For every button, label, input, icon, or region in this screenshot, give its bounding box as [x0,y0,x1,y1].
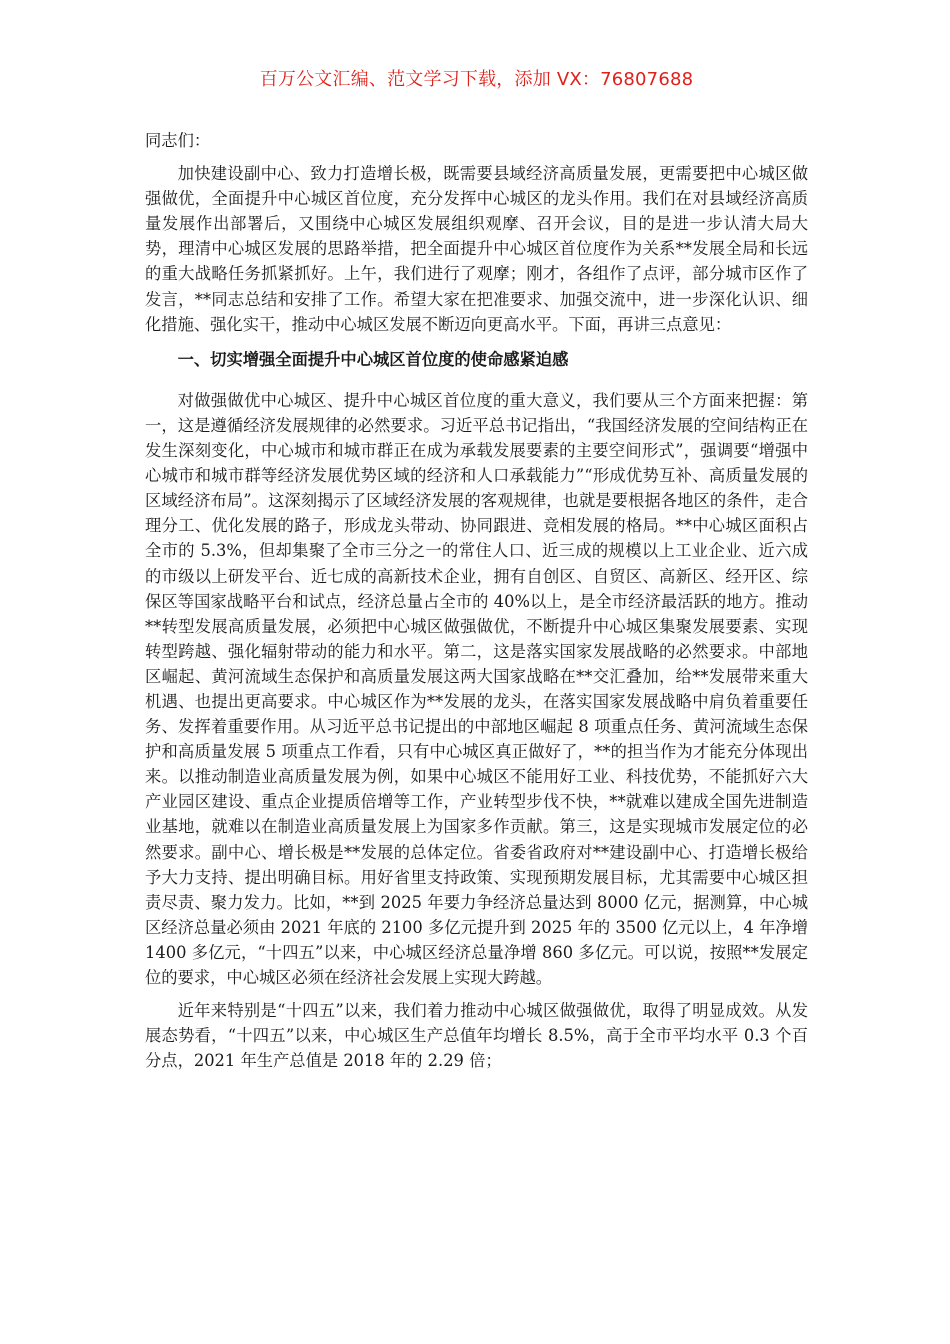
paragraph-intro: 加快建设副中心、致力打造增长极，既需要县域经济高质量发展，更需要把中心城区做强做优，全面提升中心城区首位度，充分发挥中心城区的龙头作用。我们在对县域经济高质量发展作出部署后，又围绕中心城区发展组织观摩、召开会议，目的是进一步认清大局大势，理清中心城区发展的思路举措，把全面提升中心城区首位度作为关系**发展全局和长远的重大战略任务抓紧抓好。上午，我们进行了观摩；刚才，各组作了点评，部分城市区作了发言，**同志总结和安排了工作。希望大家在把准要求、加强交流中，进一步深化认识、细化措施、强化实干，推动中心城区发展不断迈向更高水平。下面，再讲三点意见： [145,164,808,334]
paragraph-achievements: 近年来特别是“十四五”以来，我们着力推动中心城区做强做优，取得了明显成效。从发展态势看，“十四五”以来，中心城区生产总值年均增长 8.5%，高于全市平均水平 0.3 个百分点，2021 年生产总值是 2018 年的 2.29 倍； [145,1001,808,1071]
paragraph-significance: 对做强做优中心城区、提升中心城区首位度的重大意义，我们要从三个方面来把握：第一，这是遵循经济发展规律的必然要求。习近平总书记指出，“我国经济发展的空间结构正在发生深刻变化，中心城市和城市群正在成为承载发展要素的主要空间形式”，强调要“增强中心城市和城市群等经济发展优势区域的经济和人口承载能力”“形成优势互补、高质量发展的区域经济布局”。这深刻揭示了区域经济发展的客观规律，也就是要根据各地区的条件，走合理分工、优化发展的路子，形成龙头带动、协同跟进、竞相发展的格局。**中心城区面积占全市的 5.3%，但却集聚了全市三分之一的常住人口、近三成的规模以上工业企业、近六成的市级以上研发平台、近七成的高新技术企业，拥有自创区、自贸区、高新区、经开区、综保区等国家战略平台和试点，经济总量占全市的 40%以上，是全市经济最活跃的地方。推动**转型发展高质量发展，必须把中心城区做强做优，不断提升中心城区集聚发展要素、实现转型跨越、强化辐射带动的能力和水平。第二，这是落实国家发展战略的必然要求。中部地区崛起、黄河流域生态保护和高质量发展这两大国家战略在**交汇叠加，给**发展带来重大机遇、也提出更高要求。中心城区作为**发展的龙头，在落实国家发展战略中肩负着重要任务、发挥着重要作用。从习近平总书记提出的中部地区崛起 8 项重点任务、黄河流域生态保护和高质量发展 5 项重点工作看，只有中心城区真正做好了，**的担当作为才能充分体现出来。以推动制造业高质量发展为例，如果中心城区不能用好工业、科技优势，不能抓好六大产业园区建设、重点企业提质倍增等工作，产业转型步伐不快，**就难以建成全国先进制造业基地，就难以在制造业高质量发展上为国家多作贡献。第三，这是实现城市发展定位的必然要求。副中心、增长极是**发展的总体定位。省委省政府对**建设副中心、打造增长极给予大力支持、提出明确目标。用好省里支持政策、实现预期发展目标，尤其需要中心城区担责尽责、聚力发力。比如，**到 2025 年要力争经济总量达到 8000 亿元，据测算，中心城区经济总量必须由 2021 年底的 2100 多亿元提升到 2025 年的 3500 亿元以上，4 年净增 1400 多亿元，“十四五”以来，中心城区经济总量净增 860 多亿元。可以说，按照**发展定位的要求，中心城区必须在经济社会发展上实现大跨越。 [145,390,808,987]
document-body [145,128,808,1073]
salutation: 同志们： [145,131,211,150]
watermark-banner: 百万公文汇编、范文学习下载，添加 VX：76807688 [259,69,694,90]
section-heading-1: 一、切实增强全面提升中心城区首位度的使命感紧迫感 [177,349,569,369]
